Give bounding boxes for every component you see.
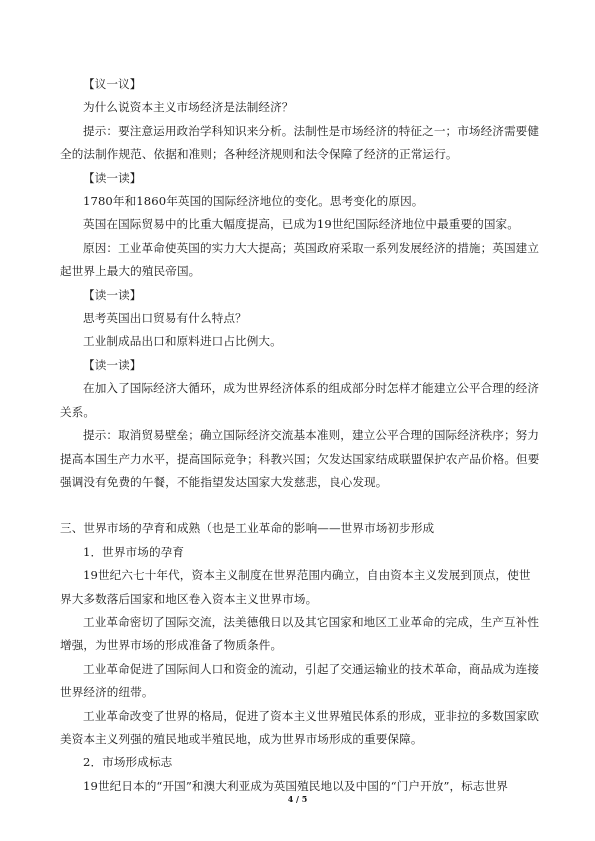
paragraph: 【读一读】: [83, 357, 142, 372]
paragraph: 19世纪六七十年代，资本主义制度在世界范围内确立，自由资本主义发展到顶点，使世界大多数落后国家和地区卷入资本主义世界市场。: [60, 568, 531, 606]
paragraph: 为什么说资本主义市场经济是法制经济？: [83, 100, 294, 115]
paragraph: 1．世界市场的孕育: [83, 544, 185, 559]
paragraph: 思考英国出口贸易有什么特点？: [83, 311, 247, 326]
page-number: 4 / 5: [287, 794, 308, 804]
document-body: [60, 73, 542, 798]
paragraph-gap: [60, 494, 542, 517]
paragraph: 19世纪日本的“开国”和澳大利亚成为英国殖民地以及中国的“门户开放”，标志世界: [83, 778, 508, 793]
paragraph: 原因：工业革命使英国的实力大大提高；英国政府采取一系列发展经济的措施；英国建立起世界上最大的殖民帝国。: [60, 240, 540, 279]
paragraph: 2．市场形成标志: [83, 755, 173, 770]
paragraph: 三、世界市场的孕育和成熟（也是工业革命的影响——世界市场初步形成: [60, 521, 435, 536]
paragraph: 工业革命促进了国际间人口和资金的流动，引起了交通运输业的技术革命，商品成为连接世界经济的纽带。: [60, 661, 540, 700]
paragraph: 【读一读】: [83, 287, 142, 302]
paragraph: 提示：要注意运用政治学科知识来分析。法制性是市场经济的特征之一；市场经济需要健全的法制作规范、依据和准则；各种经济规则和法令保障了经济的正常运行。: [60, 123, 540, 162]
paragraph: 工业革命改变了世界的格局，促进了资本主义世界殖民体系的形成，亚非拉的多数国家欧美资本主义列强的殖民地或半殖民地，成为世界市场形成的重要保障。: [60, 708, 540, 746]
paragraph: 【读一读】: [83, 170, 142, 185]
paragraph: 工业制成品出口和原料进口占比例大。: [83, 334, 282, 349]
paragraph: 提示：取消贸易壁垒；确立国际经济交流基本准则，建立公平合理的国际经济秩序；努力提高本国生产力水平，提高国际竞争；科教兴国；欠发达国家结成联盟保护农产品价格。但要强调没有免费的午餐，不能指望发达国家大发慈悲，良心发现。: [60, 428, 540, 489]
paragraph: 工业革命密切了国际交流，法美德俄日以及其它国家和地区工业革命的完成，生产互补性增强，为世界市场的形成准备了物质条件。: [60, 614, 540, 653]
paragraph: 英国在国际贸易中的比重大幅度提高，已成为19世纪国际经济地位中最重要的国家。: [83, 217, 519, 232]
paragraph: 1780年和1860年英国的国际经济地位的变化。思考变化的原因。: [83, 194, 424, 209]
paragraph: 在加入了国际经济大循环，成为世界经济体系的组成部分时怎样才能建立公平合理的经济关系。: [60, 381, 540, 419]
paragraph: 【议一议】: [83, 77, 142, 91]
